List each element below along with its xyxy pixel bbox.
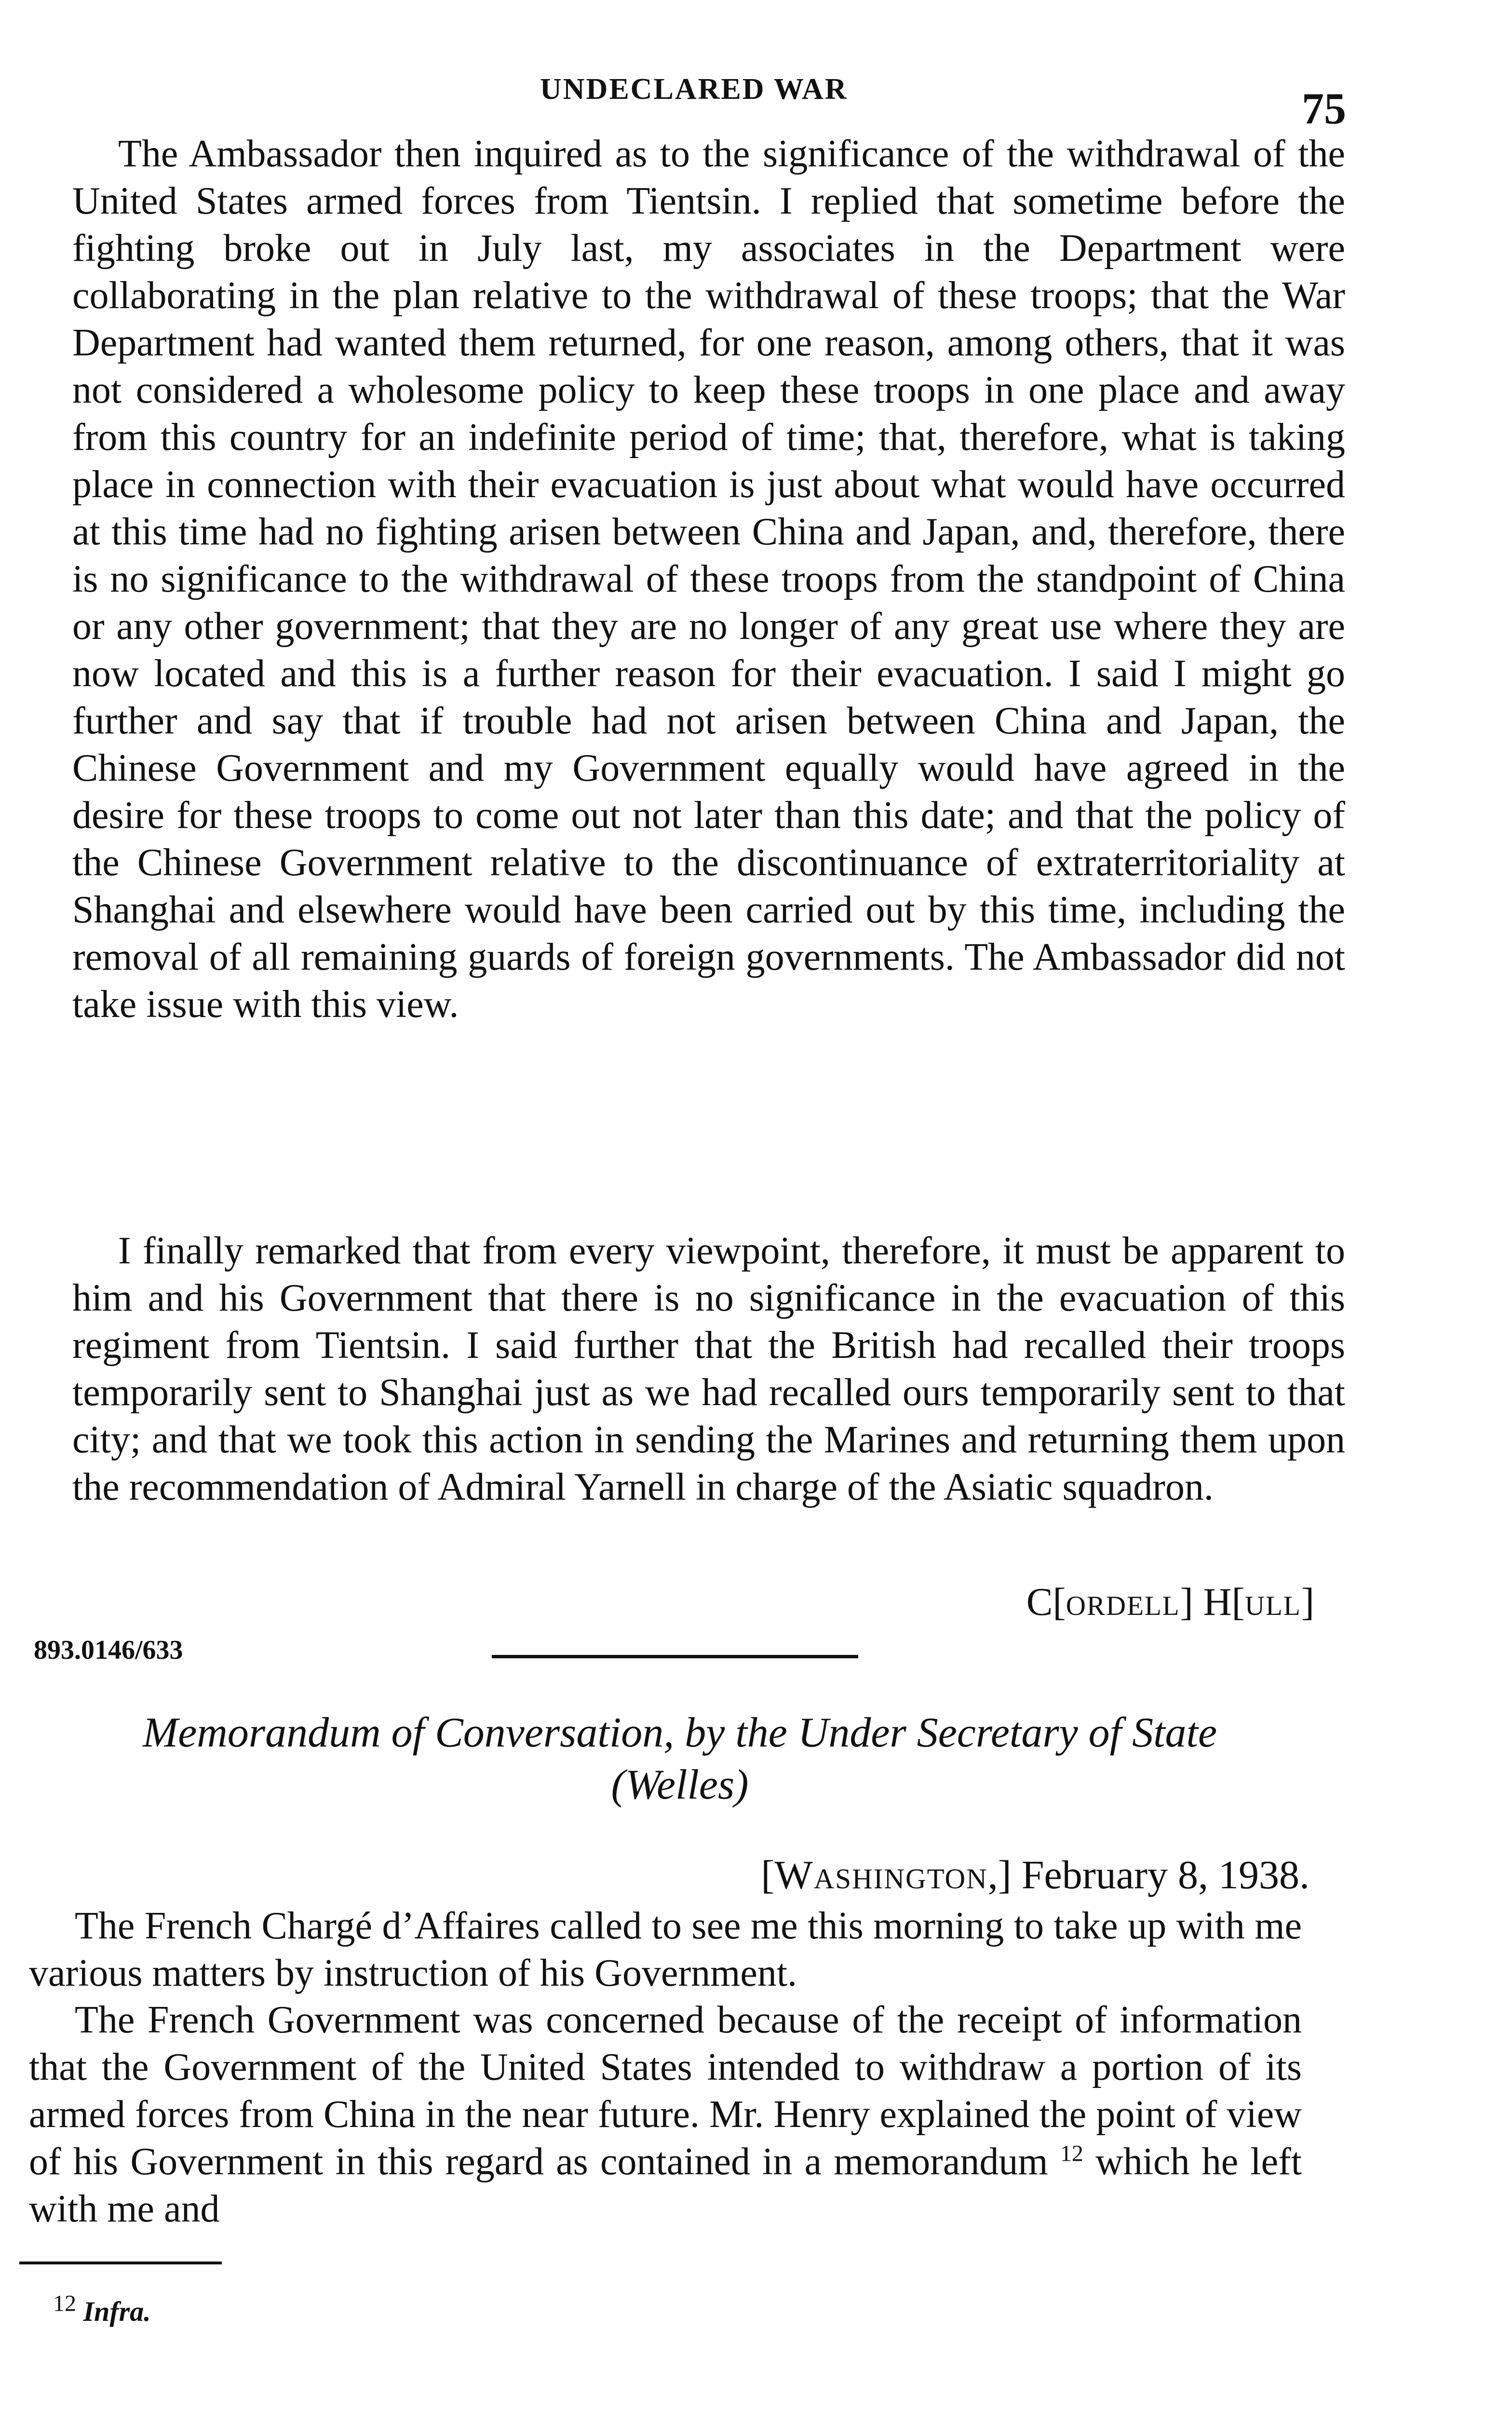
dateline xyxy=(761,1852,1310,1898)
paragraph-text-part: which he left with me and xyxy=(29,2140,1302,2230)
footnote-marker: 12 xyxy=(53,2290,76,2316)
signature-bracket: ] H[ xyxy=(1180,1580,1245,1624)
dateline-place: Washington xyxy=(774,1853,988,1897)
signature-bracket: C[ xyxy=(1026,1580,1066,1624)
paragraph-charge-affaires xyxy=(29,1902,1302,1997)
paragraph-text: The Ambassador then inquired as to the significance of the withdrawal of the United States armed forces from Tientsin. I replied that sometime before the fighting broke out in July last, my associates in the Department were collaborating in the plan relative to the withdrawal of these troops; that the War Department had wanted them returned, for one reason, among others, that it was not considered a wholesome policy to keep these troops in one place and away from this country for an indefinite period of time; that, therefore, what is taking place in connection with their evacuation is just about what would have occurred at this time had no fighting arisen between China and Japan, and, therefore, there is no significance to the withdrawal of these troops from the standpoint of China or any other government; that they are no longer of any great use where they are now located and this is a further reason for their evacuation. I said I might go further and say that if trouble had not arisen between China and Japan, the Chinese Government and my Government equally would have agreed in the desire for these troops to come out not later than this date; and that the policy of the Chinese Government relative to the discontinuance of extraterritoriality at Shanghai and elsewhere would have been carried out by this time, including the removal of all remaining guards of foreign governments. The Ambassador did not take issue with this view. xyxy=(72,133,1345,1026)
memo-title-author: (Welles) xyxy=(611,1761,749,1808)
memo-title-line: Memorandum of Conversation, by the Under Secretary of State xyxy=(142,1709,1217,1756)
paragraph-ambassador-inquiry xyxy=(72,130,1345,1028)
page-number: 75 xyxy=(1302,84,1346,133)
file-number: 893.0146/633 xyxy=(34,1635,183,1665)
dateline-date: February 8, 1938. xyxy=(1021,1853,1310,1897)
signature-first-name: ordell xyxy=(1066,1580,1180,1624)
dateline-bracket: ,] xyxy=(987,1853,1012,1897)
paragraph-text-part: The French Government was concerned because of the receipt of information that the Government of the United States intended to withdraw a portion of its armed forces from China in the near future. Mr. Henry explained the point of view of his Government in this regard as contained in a memorandum xyxy=(29,1999,1302,2183)
footnote-reference: 12 xyxy=(1060,2140,1083,2167)
footnote xyxy=(53,2290,151,2328)
paragraph-final-remark xyxy=(72,1227,1345,1511)
footnote-divider xyxy=(19,2262,222,2264)
paragraph-text xyxy=(29,1996,1302,2233)
footnote-text: Infra. xyxy=(83,2296,151,2327)
paragraph-text: I finally remarked that from every viewpoint, therefore, it must be apparent to him and his Government that there is no significance in the evacuation of this regiment from Tientsin. I said further that the British had recalled their troops temporarily sent to Shanghai just as we had recalled ours temporarily sent to that city; and that we took this action in sending the Marines and returning them upon the recommendation of Admiral Yarnell in charge of the Asiatic squadron. xyxy=(72,1230,1345,1508)
memo-title xyxy=(39,1707,1321,1811)
dateline-bracket: [ xyxy=(761,1853,775,1897)
signature-last-name: ull xyxy=(1244,1580,1301,1624)
paragraph-french-government xyxy=(29,1996,1302,2233)
signature-bracket: ] xyxy=(1301,1580,1314,1624)
section-divider xyxy=(492,1655,858,1658)
signature xyxy=(1026,1579,1314,1625)
running-head: UNDECLARED WAR xyxy=(540,73,848,106)
paragraph-text: The French Chargé d’Affaires called to see me this morning to take up with me various matters by instruction of his Government. xyxy=(29,1905,1302,1994)
